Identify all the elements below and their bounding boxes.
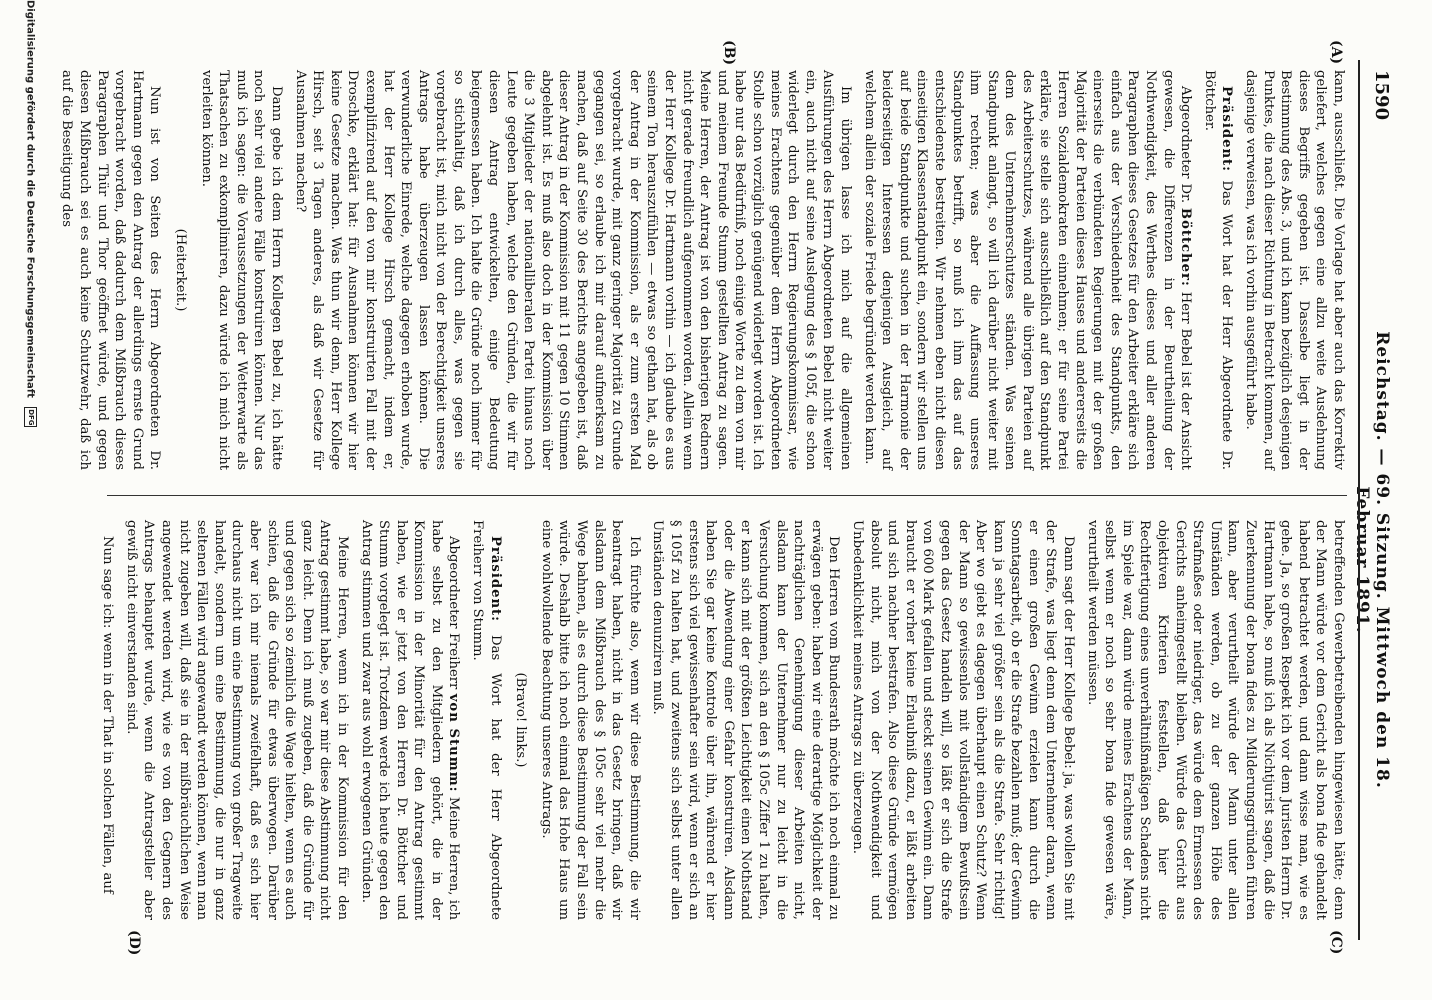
paragraph: betreffenden Gewerbetreibenden hingewiesen hätte; denn der Mann würde vor dem Gericht als bona fide gehandelt habend betrachtet werden, und dann wisse man, wie es gehe. Ja, so großen Respekt ich vor dem Juristen Herrn Dr. Hartmann habe, so muß ich als Nichtjurist sagen, daß die Zuerkennung der bona fides zu Milderungsgründen führen kann, aber verurtheilt würde der Mann unter allen Umständen werden, ob zu der ganzen Höhe des Strafmaßes oder niedriger, das würde dem Ermessen des Gerichts anheimgestellt bleiben. Würde das Gericht aus objektiven Kriterien feststellen, daß hier die Rechtfertigung eines unverhältnißmäßigen Schadens nicht im Spiele war, dann würde meines Erachtens der Mann, selbst wenn er noch so sehr bona fide gewesen wäre, verurtheilt werden müssen. [1084, 520, 1346, 920]
paragraph: Dann sagt der Herr Kollege Bebel: ja, was wollen Sie mit der Strafe, was liegt denn dem Unternehmer daran, wenn er einen großen Gewinn erzielen kann durch die Sonntagsarbeit, ob er die Strafe bezahlen muß; der Gewinn kann ja sehr viel größer sein als die Strafe. Sehr richtig! Aber wo giebt es dagegen überhaupt einen Schutz? Wenn der Mann so gewissenlos mit vollständigem Bewußtsein gegen das Gesetz handeln will, so läßt er sich die Strafe von 600 Mark gefallen und steckt seinen Gewinn ein. Dann braucht er vorher keine Erlaubniß dazu, er läßt arbeiten und sich nachher bestrafen. Also diese Gründe vermögen absolut nicht, mich von der Nothwendigkeit und Unbedenklichkeit meines Antrags zu überzeugen. [849, 520, 1077, 920]
speech-text: Meine Herren, ich habe selbst zu den Mitgliedern gehört, die in der Kommission in der Minorität für den Antrag gestimmt haben, wie er jetzt von den Herren Dr. Böttcher und Stumm vorgelegt ist. Trotzdem werde ich heute gegen den Antrag stimmen und zwar aus wohl erwogenen Gründen. [358, 520, 462, 920]
paragraph: Nun ist von Seiten des Herrn Abgeordneten Dr. Hartmann gegen den Antrag der allerdings ernste Grund vorgebracht worden, daß dadurch dem Mißbrauch dieses Paragraphen Thür und Thor geöffnet würde, und gegen diesen Mißbrauch sei es auch keine Schutzwehr, daß ich auf die Beseitigung des [59, 70, 163, 470]
speech-text: Herr Bebel ist der Ansicht gewesen, die Differenzen in der Beurtheilung der Nothwendigkeit, des Werthes dieses und aller anderen Paragraphen dieses Gesetzes für den Arbeiter erkläre sich einfach aus der Verschiedenheit des Standpunkts, den einerseits die verbündeten Regierungen mit der großen Majorität der Parteien dieses Hauses und andererseits die Herren Sozialdemokraten einnehmen; er für seine Partei erkläre, sie stelle sich ausschließlich auf den Standpunkt des Arbeiterschutzes, während alle übrigen Parteien auf dem des Unternehmerschutzes ständen. Was seinen Standpunkt anlangt, so will ich darüber nicht weiter mit ihm rechten; was aber die Auffassung unseres Standpunktes betrifft, so muß ich ihm das auf das entschiedenste bestreiten. Wir nehmen eben nicht diesen einseitigen Klassenstandpunkt ein, sondern wir stellen uns auf beide Standpunkte und suchen in der Harmonie der beiderseitigen Interessen denjenigen Ausgleich, auf welchem allein der soziale Friede begründet werden kann. [861, 70, 1194, 470]
margin-mark-c: (C) [1328, 930, 1344, 955]
page-header [1352, 0, 1392, 1000]
left-column [59, 70, 1347, 470]
paragraph: Ich fürchte also, wenn wir diese Bestimmung, die wir beantragt haben, nicht in das Gesetz bringen, daß wir alsdann dem Mißbrauch des § 105c sehr viel mehr die Wege bahnen, als es durch diese Bestimmung der Fall sein würde. Deshalb bitte ich noch einmal das Hohe Haus um eine wohlwollende Beachtung unseres Antrags. [538, 520, 642, 920]
speech-paragraph [860, 70, 1194, 470]
margin-mark-b: (B) [721, 40, 737, 66]
president-paragraph [1200, 70, 1235, 470]
interjection: (Heiterkeit.) [173, 228, 188, 312]
paragraph: Nun sage ich: wenn in der That in solchen Fällen, auf [100, 536, 116, 894]
president-label: Präsident: [1219, 86, 1235, 173]
page-number: 1590 [1371, 70, 1392, 121]
margin-mark-d: (D) [126, 930, 142, 956]
speaker-name: von Stumm: [446, 693, 462, 793]
dfg-logo-icon: DFG [24, 407, 37, 427]
speaker-name: Böttcher: [1178, 207, 1194, 287]
president-label: Präsident: [487, 536, 503, 623]
paragraph: Meine Herren, wenn ich in der Kommission für den Antrag gestimmt habe, so war mir diese Abstimmung nicht ganz leicht. Denn ich muß zugeben, daß die Gründe für und gegen sich so ziemlich die Wage hielten, wenn es auch schien, daß die Gründe für etwas überwogen. Darüber aber war ich mir niemals zweifelhaft, daß es sich hier durchaus nicht um eine Bestimmung von großer Tragweite handelt, sondern um eine Bestimmung, die nur in ganz seltenen Fällen wird angewandt werden können, wenn man nicht zugeben will, daß sie in der mißbräuchlichen Weise angewendet werden wird, wie es von den Gegnern des Antrags behauptet wurde, wenn die Antragsteller aber gewiß nicht einverstanden sind. [123, 520, 350, 920]
president-text: Das Wort hat der Herr Abgeordnete Freiherr von Stumm. [470, 520, 503, 920]
running-title: Reichstag. — 69. Sitzung. Mittwoch den 18. Februar 1891. [1352, 331, 1392, 789]
speech-paragraph [357, 520, 463, 920]
interjection: (Bravo! links.) [513, 672, 529, 768]
paragraph: kann, ausschließt. Die Vorlage hat aber auch das Korrektiv geliefert, welches gegen eine allzu weite Ausdehnung dieses Begriffs gegeben ist. Dasselbe liegt in der Bestimmung des Abs. 3, und ich kann bezüglich desjenigen Punktes, die nach dieser Richtung in Betracht kommen, auf dasjenige verweisen, was ich vorhin ausgeführt habe. [1243, 70, 1346, 470]
column-divider [107, 495, 1347, 496]
paragraph: Im übrigen lasse ich mich auf die allgemeinen Ausführungen des Herrn Abgeordneten Bebel nicht weiter ein, auch nicht auf seine Auslegung des § 105f, die schon widerlegt durch den Herrn Regierungskommissar, wie meines Erachtens gegenüber dem Herrn Abgeordneten Stolle schon vorzüglich genügend widerlegt worden ist. Ich habe nur das Bedürfniß, noch einige Worte zu dem von mir und meinem Freunde Stumm gestellten Antrag zu sagen. Meine Herren, der Antrag ist von den bisherigen Rednern nicht gerade freundlich aufgenommen worden. Allein wenn der Herr Kollege Dr. Hartmann vorhin — ich glaube es aus seinem Ton herauszufühlen — etwas so gethan hat, als ob der Antrag in der Kommission, als er zum ersten Mal vorgebracht wurde, mit ganz geringer Majorität zu Grunde gegangen sei, so erlaube ich mir darauf aufmerksam zu machen, daß auf Seite 30 des Berichts angegeben ist, daß dieser Antrag in der Kommission mit 11 gegen 10 Stimmen abgelehnt ist. Es muß also doch in der Kommission über die 3 Mitglieder der nationalliberalen Partei hinaus noch Leute gegeben haben, welche den Gründen, die wir für diesen Antrag entwickelten, einige Bedeutung beigemessen haben. Ich halte die Gründe noch immer für so stichhaltig, daß ich durch alles, was gegen sie vorgebracht ist, mich nicht von der Berechtigkeit unseres Antrags habe überzeugen lassen können. Die verwunderliche Einrede, welche dagegen erhoben wurde, hat der Herr Kollege Hirsch gemacht, indem er, exemplifizirend auf den von mir konstruirten Fall mit der Droschke, erklärt hat: für Ausnahmen können wir hier keine Gesetze machen. Was thun wir denn, Herr Kollege Hirsch, seit 3 Tagen anderes, als daß wir Gesetze für Ausnahmen machen? [292, 70, 853, 470]
footer-text: Digitalisierung gefördert durch die Deutsche Forschungsgemeinschaft [24, 0, 36, 398]
digitization-footer [24, 0, 37, 1000]
president-text: Das Wort hat der Herr Abgeordnete Dr. Böttcher. [1201, 70, 1235, 470]
paragraph: Dann gebe ich dem Herrn Kollegen Bebel zu, ich hätte noch sehr viel andere Fälle konstruiren können. Nur das muß ich sagen: die Voraussetzungen der Wetterwarte als Thatsachen zu exkomplimiren, dazu würde ich mich nicht verleiten können. [198, 70, 284, 470]
speaker-intro: Abgeordneter Dr. [1178, 86, 1194, 204]
president-paragraph [469, 520, 504, 920]
speaker-intro: Abgeordneter Freiherr [446, 536, 462, 690]
margin-mark-a: (A) [1328, 40, 1344, 65]
paragraph: Den Herren vom Bundesrath möchte ich noch einmal zu erwägen geben: haben wir eine derartige Möglichkeit der nachträglichen Genehmigung dieser Arbeiten nicht, alsdann kann der Unternehmer nur zu leicht in die Versuchung kommen, sich an den § 105c Ziffer 1 zu halten, er kann sich mit der größten Leichtigkeit einen Nothstand oder die Abwendung einer Gefahr konstruiren. Alsdann haben Sie gar keine Kontrole über ihn, während er hier erstens sich viel gewissenhafter sein wird, wenn er sich an § 105f zu halten hat, und zweitens sich selbst unter allen Umständen denunziren muß. [650, 520, 842, 920]
header-rule [1358, 60, 1360, 940]
right-column [100, 520, 1347, 920]
